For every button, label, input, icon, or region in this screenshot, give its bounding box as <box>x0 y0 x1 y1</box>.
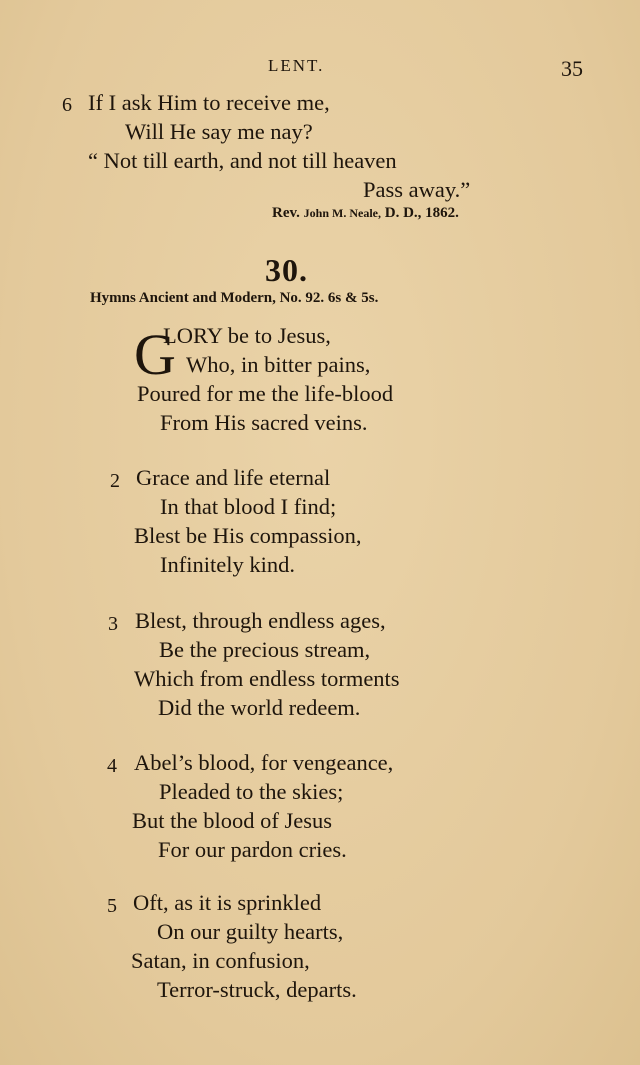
stanza-number: 4 <box>107 755 117 777</box>
stanza-number: 6 <box>62 94 72 116</box>
verse-line: In that blood I find; <box>160 494 337 519</box>
hymn-source: Hymns Ancient and Modern, No. 92. 6s & 5s. <box>90 290 379 306</box>
verse-line: Poured for me the life-blood <box>137 381 394 406</box>
verse-line: Terror-struck, departs. <box>157 977 357 1002</box>
verse-line: Which from endless torments <box>134 666 400 691</box>
verse-line: Blest, through endless ages, <box>135 608 386 633</box>
verse-line: But the blood of Jesus <box>132 808 332 833</box>
hymn-number: 30. <box>265 252 308 288</box>
stanza-number: 2 <box>110 470 120 492</box>
verse-line: Pass away.” <box>363 177 471 202</box>
verse-line: On our guilty hearts, <box>157 919 344 944</box>
verse-line: For our pardon cries. <box>158 837 347 862</box>
verse-line: From His sacred veins. <box>160 410 368 435</box>
verse-line: Pleaded to the skies; <box>159 779 344 804</box>
verse-line: Abel’s blood, for vengeance, <box>134 750 394 775</box>
running-head: LENT. <box>268 56 325 75</box>
page-number: 35 <box>561 56 583 81</box>
verse-line: LORY be to Jesus, <box>163 323 331 348</box>
verse-line: Satan, in confusion, <box>131 948 310 973</box>
stanza-number: 5 <box>107 895 117 917</box>
verse-line: Will He say me nay? <box>125 119 313 144</box>
verse-line: If I ask Him to receive me, <box>88 90 330 115</box>
verse-line: “ Not till earth, and not till heaven <box>88 148 397 173</box>
verse-line: Did the world redeem. <box>158 695 361 720</box>
attribution-prefix: Rev. <box>272 205 300 221</box>
verse-line: Who, in bitter pains, <box>186 352 371 377</box>
verse-line: Be the precious stream, <box>159 637 371 662</box>
verse-line: Infinitely kind. <box>160 552 295 577</box>
verse-line: Oft, as it is sprinkled <box>133 890 322 915</box>
stanza-number: 3 <box>108 613 118 635</box>
verse-line: Blest be His compassion, <box>134 523 362 548</box>
verse-line: Grace and life eternal <box>136 465 331 490</box>
attribution-suffix: D. D., 1862. <box>384 205 459 221</box>
drop-cap: G <box>134 322 176 387</box>
attribution-name: John M. Neale, <box>303 206 381 220</box>
author-attribution <box>272 205 459 222</box>
